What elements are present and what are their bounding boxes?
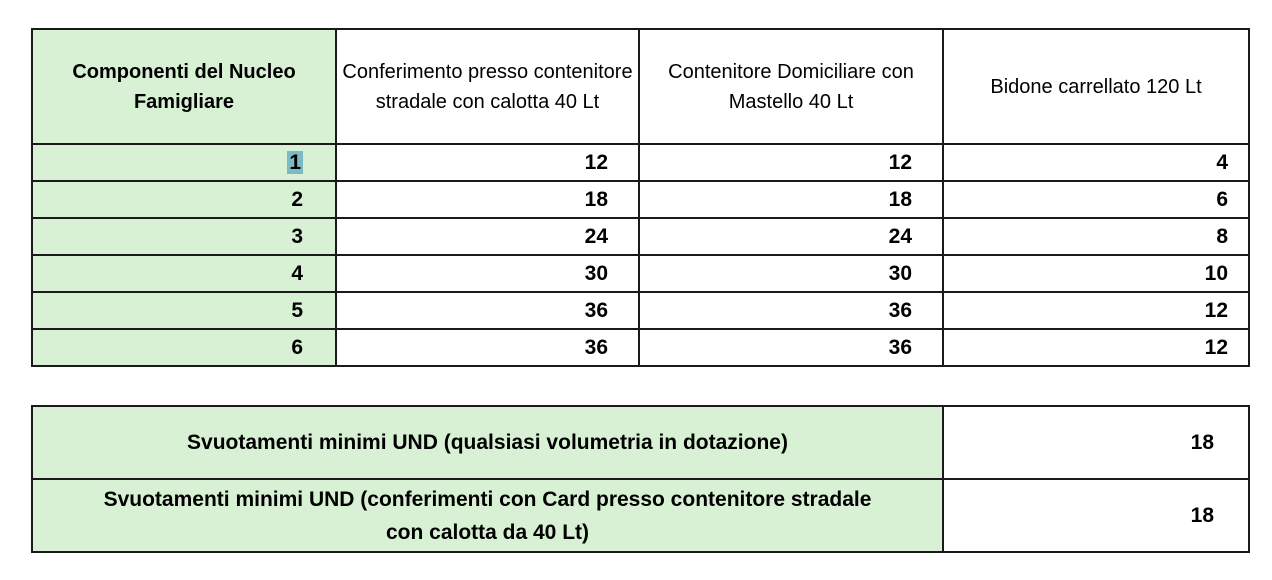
street-container-value: 30 <box>336 255 639 292</box>
wheeled-bin-value: 12 <box>943 292 1249 329</box>
header-street-container: Conferimento presso contenitore stradale con calotta 40 Lt <box>336 29 639 144</box>
household-size-cell: 6 <box>32 329 336 366</box>
header-wheeled-bin: Bidone carrellato 120 Lt <box>943 29 1249 144</box>
street-container-value: 36 <box>336 292 639 329</box>
header-home-container: Contenitore Domiciliare con Mastello 40 Lt <box>639 29 943 144</box>
wheeled-bin-value: 10 <box>943 255 1249 292</box>
minimum-emptyings-label: Svuotamenti minimi UND (qualsiasi volumetria in dotazione) <box>32 406 943 479</box>
table-row <box>32 218 1249 255</box>
minimum-emptyings-value: 18 <box>943 406 1249 479</box>
minimum-emptyings-card-label: Svuotamenti minimi UND (conferimenti con Card presso contenitore stradale con calotta da 40 Lt) <box>32 479 943 552</box>
wheeled-bin-value: 8 <box>943 218 1249 255</box>
home-container-value: 24 <box>639 218 943 255</box>
household-size-cell: 3 <box>32 218 336 255</box>
wheeled-bin-value: 12 <box>943 329 1249 366</box>
wheeled-bin-value: 4 <box>943 144 1249 181</box>
table-row <box>32 292 1249 329</box>
street-container-value: 36 <box>336 329 639 366</box>
minimum-emptyings-table <box>31 405 1250 553</box>
table-row <box>32 406 1249 479</box>
home-container-value: 18 <box>639 181 943 218</box>
table-row <box>32 255 1249 292</box>
table-row <box>32 144 1249 181</box>
household-size-cell: 5 <box>32 292 336 329</box>
street-container-value: 18 <box>336 181 639 218</box>
table-row <box>32 181 1249 218</box>
table-header-row <box>32 29 1249 144</box>
wheeled-bin-value: 6 <box>943 181 1249 218</box>
home-container-value: 36 <box>639 329 943 366</box>
street-container-value: 24 <box>336 218 639 255</box>
selected-text-highlight: 1 <box>289 150 301 174</box>
household-size-cell: 4 <box>32 255 336 292</box>
home-container-value: 30 <box>639 255 943 292</box>
minimum-emptyings-card-value: 18 <box>943 479 1249 552</box>
household-size-cell <box>32 144 336 181</box>
collection-frequency-table <box>31 28 1250 367</box>
home-container-value: 12 <box>639 144 943 181</box>
table-row <box>32 329 1249 366</box>
household-size-cell: 2 <box>32 181 336 218</box>
header-household-members: Componenti del Nucleo Famigliare <box>32 29 336 144</box>
home-container-value: 36 <box>639 292 943 329</box>
street-container-value: 12 <box>336 144 639 181</box>
table-row <box>32 479 1249 552</box>
